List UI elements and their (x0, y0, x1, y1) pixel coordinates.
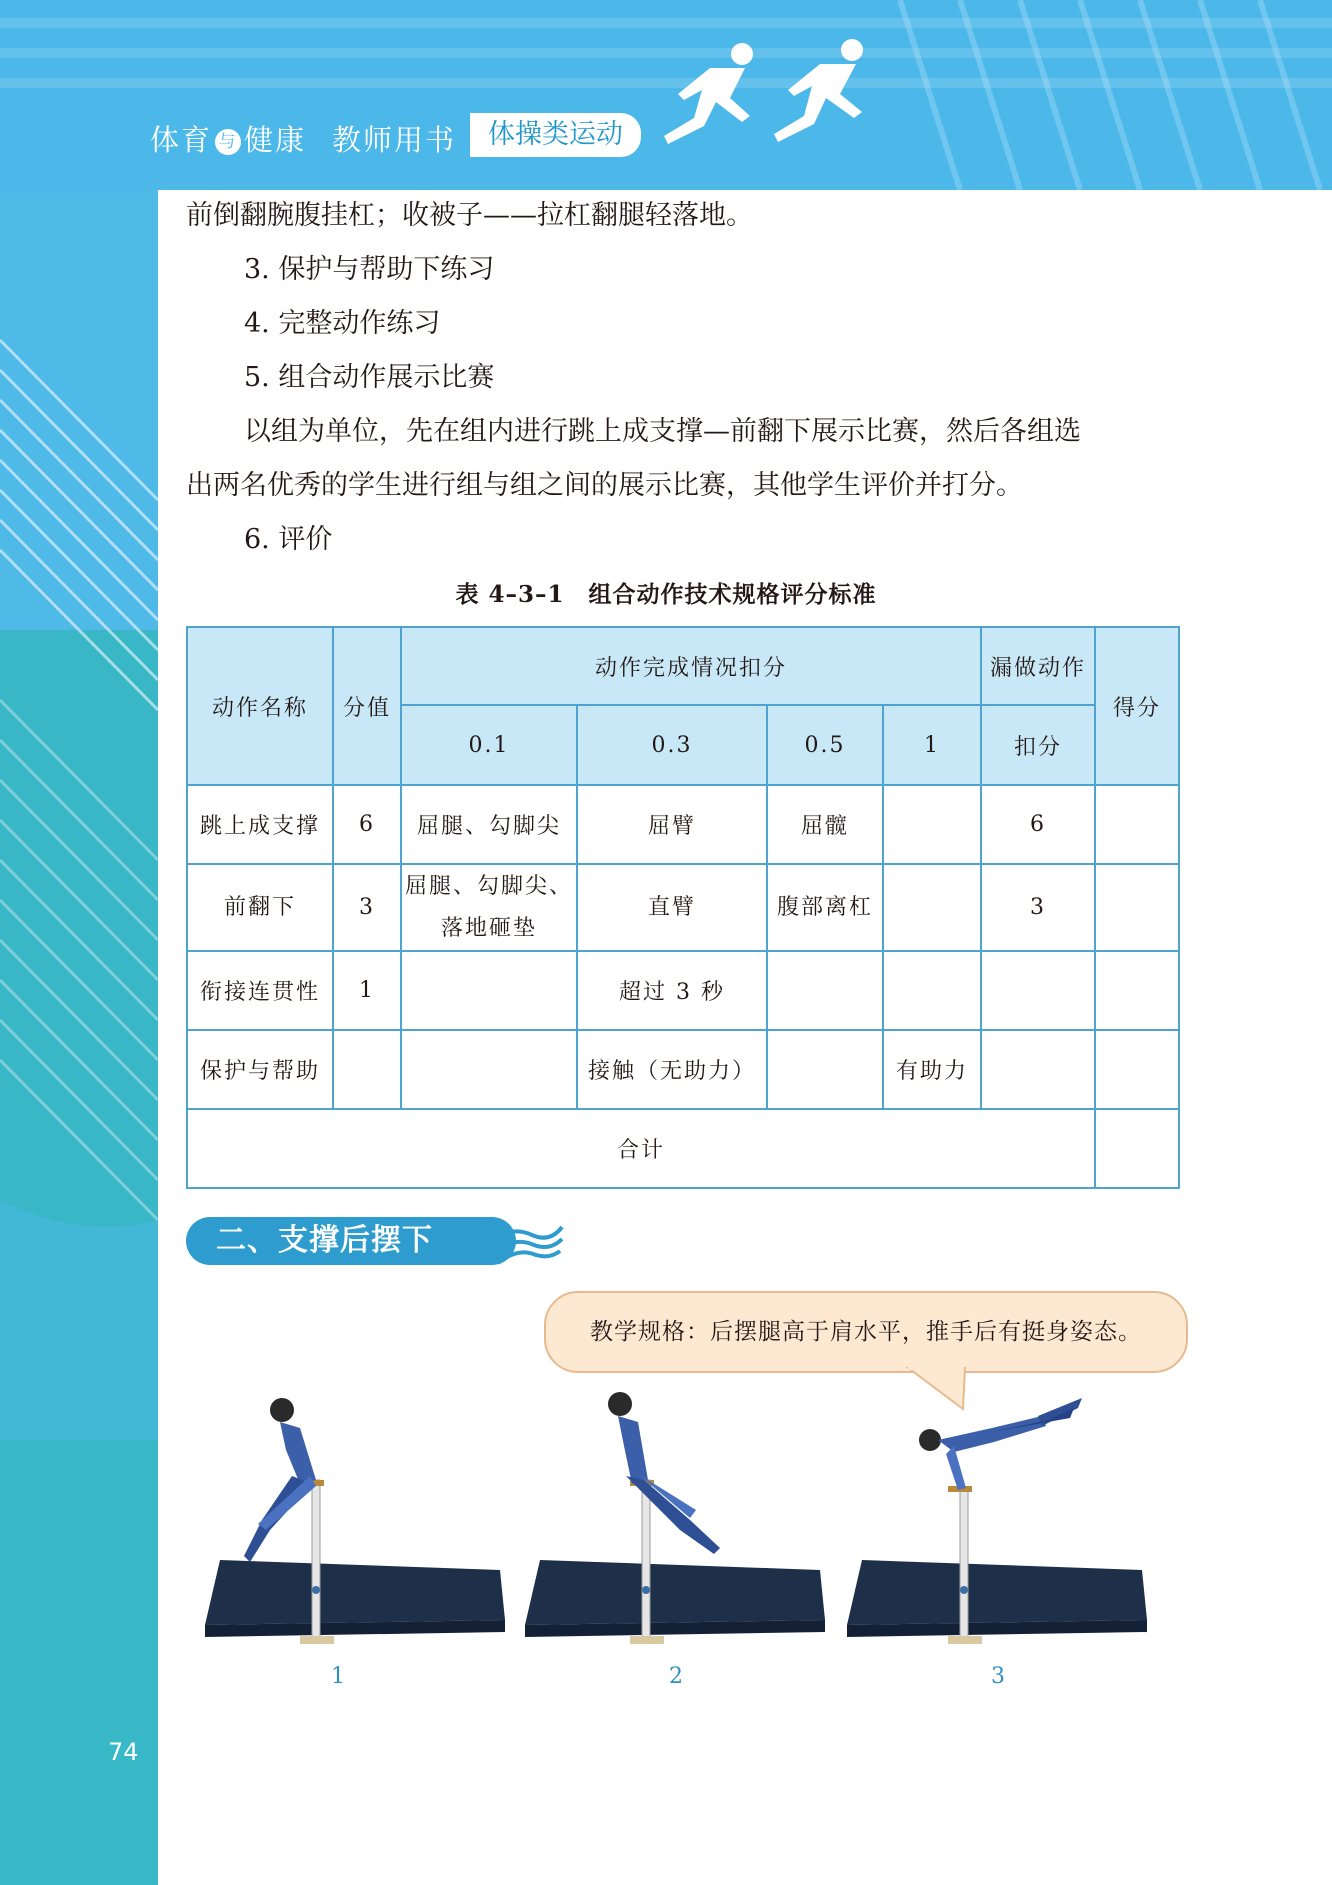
list-item-3: 3. 保护与帮助下练习 (244, 254, 495, 285)
header-deduction-1: 1 (883, 705, 981, 785)
section-heading (186, 1217, 566, 1265)
list-item-6: 6. 评价 (244, 524, 333, 555)
exercise-photo-1 (200, 1380, 510, 1650)
header-deduction-0-5: 0.5 (767, 705, 883, 785)
book-title-mark: 与 (215, 129, 241, 155)
cell-total-score (1095, 1109, 1179, 1188)
wave-icon (476, 1217, 566, 1265)
cell-deduction-0-3: 接触（无助力） (577, 1030, 767, 1109)
header-missed-action: 漏做动作 (981, 627, 1095, 705)
paragraph-continuation: 前倒翻腕腹挂杠；收被子——拉杠翻腿轻落地。 (186, 200, 753, 231)
cell-action-name: 跳上成支撑 (187, 785, 333, 864)
header-deduction-group: 动作完成情况扣分 (401, 627, 981, 705)
table-row (187, 785, 1179, 864)
cell-action-name: 衔接连贯性 (187, 951, 333, 1030)
table-header-row (187, 627, 1179, 705)
table-row (187, 864, 1179, 951)
exercise-photo-3 (842, 1380, 1152, 1650)
exercise-photo-2 (520, 1380, 830, 1650)
chapter-tag: 体操类运动 (470, 113, 641, 157)
cell-deduction-0-5: 腹部离杠 (767, 864, 883, 951)
cell-score-value: 6 (333, 785, 401, 864)
cell-total-label: 合计 (187, 1109, 1095, 1188)
header-missed-deduction: 扣分 (981, 705, 1095, 785)
cell-missed-deduction (981, 1030, 1095, 1109)
book-title-part3: 教师用书 (332, 123, 457, 157)
header-deduction-0-3: 0.3 (577, 705, 767, 785)
cell-text-line2: 落地砸垫 (440, 915, 537, 941)
table-row (187, 1030, 1179, 1109)
cell-missed-deduction (981, 951, 1095, 1030)
teaching-tip-text: 教学规格：后摆腿高于肩水平，推手后有挺身姿态。 (590, 1319, 1142, 1345)
cell-action-name: 保护与帮助 (187, 1030, 333, 1109)
cell-deduction-1 (883, 785, 981, 864)
scoring-table (186, 626, 1180, 1189)
page-number: 74 (108, 1738, 139, 1766)
cell-deduction-0-1 (401, 951, 577, 1030)
cell-deduction-1 (883, 864, 981, 951)
header-action-name: 动作名称 (187, 627, 333, 785)
header-score: 得分 (1095, 627, 1179, 785)
runners-icon (650, 38, 890, 158)
book-title-part2: 健康 (244, 123, 307, 157)
strip-stripes-graphic (0, 0, 158, 1885)
cell-score (1095, 785, 1179, 864)
cell-deduction-0-5: 屈髋 (767, 785, 883, 864)
paragraph-competition-line2: 出两名优秀的学生进行组与组之间的展示比赛，其他学生评价并打分。 (186, 470, 1023, 501)
header-deduction-0-1: 0.1 (401, 705, 577, 785)
cell-deduction-1 (883, 951, 981, 1030)
cell-deduction-0-3: 屈臂 (577, 785, 767, 864)
cell-deduction-0-5 (767, 951, 883, 1030)
teaching-tip-bubble (544, 1291, 1188, 1373)
cell-score (1095, 951, 1179, 1030)
paragraph-competition-line1: 以组为单位，先在组内进行跳上成支撑—前翻下展示比赛，然后各组选 (244, 416, 1081, 447)
table-row (187, 951, 1179, 1030)
cell-deduction-0-3: 直臂 (577, 864, 767, 951)
cell-deduction-0-5 (767, 1030, 883, 1109)
cell-score-value: 3 (333, 864, 401, 951)
cell-deduction-0-3: 超过 3 秒 (577, 951, 767, 1030)
header-score-value: 分值 (333, 627, 401, 785)
photo-caption-2: 2 (669, 1664, 683, 1689)
left-decorative-strip (0, 0, 158, 1885)
list-item-4: 4. 完整动作练习 (244, 308, 441, 339)
cell-deduction-0-1 (401, 864, 577, 951)
page-header (0, 0, 1332, 190)
section-title: 二、支撑后摆下 (216, 1223, 433, 1258)
cell-score (1095, 864, 1179, 951)
table-caption: 表 4–3–1 组合动作技术规格评分标准 (455, 581, 877, 608)
cell-score (1095, 1030, 1179, 1109)
cell-deduction-0-1 (401, 1030, 577, 1109)
book-title (150, 118, 456, 159)
cell-deduction-0-1: 屈腿、勾脚尖 (401, 785, 577, 864)
table-total-row (187, 1109, 1179, 1188)
cell-deduction-1: 有助力 (883, 1030, 981, 1109)
cell-score-value (333, 1030, 401, 1109)
cell-action-name: 前翻下 (187, 864, 333, 951)
book-title-part1: 体育 (150, 123, 213, 157)
photo-caption-1: 1 (331, 1664, 345, 1689)
photo-caption-3: 3 (991, 1664, 1005, 1689)
list-item-5: 5. 组合动作展示比赛 (244, 362, 495, 393)
cell-missed-deduction: 6 (981, 785, 1095, 864)
cell-score-value: 1 (333, 951, 401, 1030)
cell-text-line1: 屈腿、勾脚尖、 (404, 873, 573, 899)
cell-missed-deduction: 3 (981, 864, 1095, 951)
